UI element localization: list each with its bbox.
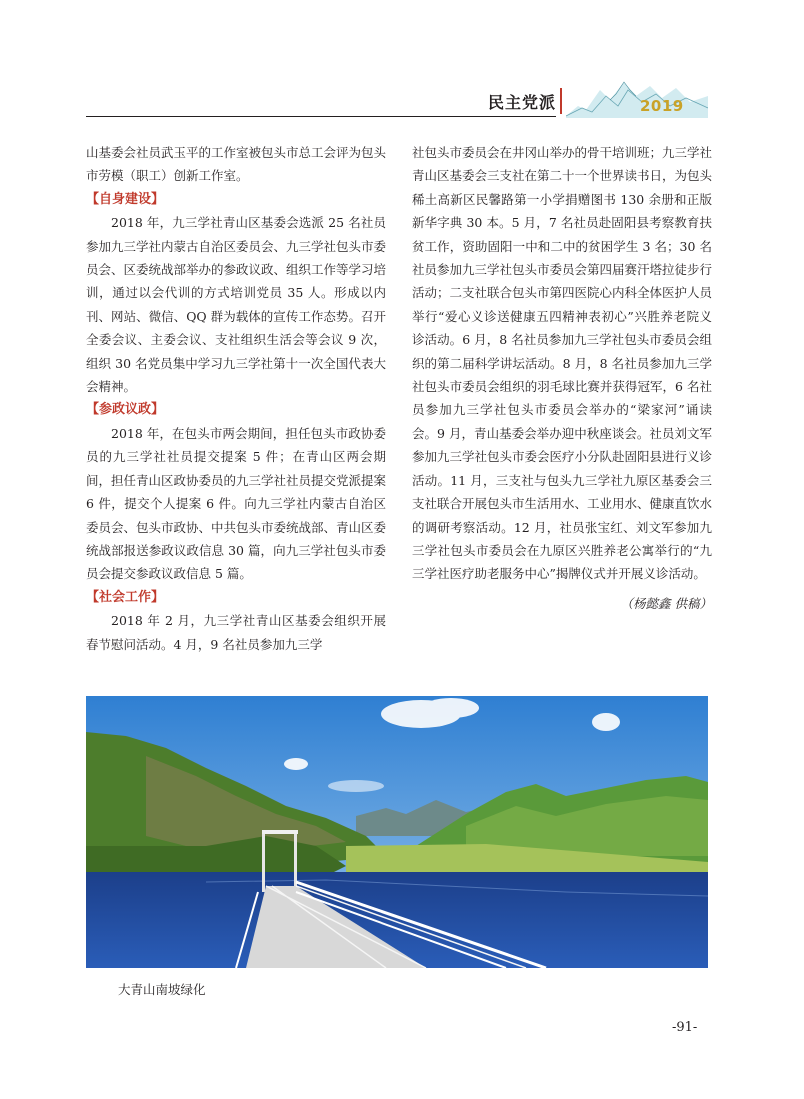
left-column [86,141,386,656]
landscape-photo [86,696,708,968]
paragraph: 山基委会社员武玉平的工作室被包头市总工会评为包头市劳模（职工）创新工作室。 [86,145,387,184]
section-title: 民主党派 [488,93,557,112]
paragraph: 2018 年 2 月，九三学社青山区基委会组织开展春节慰问活动。4 月，9 名社员参加九三学 [86,613,386,652]
page-number: -91- [672,1020,698,1035]
right-column [412,141,712,615]
header-divider [86,116,556,117]
header-accent-bar [560,88,562,114]
section-heading-political-participation: 【参政议政】 [86,402,165,418]
mountain-logo-icon [566,76,708,118]
author-byline: （杨懿鑫 供稿） [620,595,712,611]
paragraph: 2018 年，九三学社青山区基委会选派 25 名社员参加九三学社内蒙古自治区委员会、九三学社包头市委员会、区委统战部举办的参政议政、组织工作等学习培训，通过以会代训的方式培训党员 35 人。形成以内刊、网站、微信、QQ 群为载体的宣传工作态势。召开全委会议、主委会议、支社组织生活会等会议 9 次，组织 30 名党员集中学习九三学社第十一次全国代表大会精神。 [86,215,387,395]
paragraph: 社包头市委员会在井冈山举办的骨干培训班；九三学社青山区基委会三支社在第二十一个世界读书日，为包头稀土高新区民馨路第一小学捐赠图书 130 余册和正版新华字典 30 本。5 月，7 名社员赴固阳县考察教育扶贫工作，资助固阳一中和二中的贫困学生 3 名；30 名社员参加九三学社包头市委员会第四届赛汗塔拉徒步行活动；二支社联合包头市第四医院心内科全体医护人员举行“爱心义诊送健康五四精神表初心”兴胜养老院义诊活动。6 月，8 名社员参加九三学社包头市委员会组织的第二届科学讲坛活动。8 月，8 名社员参加九三学社包头市委员会组织的羽毛球比赛并获得冠军，6 名社员参加九三学社包头市委员会举办的“梁家河”诵读会。9 月，青山基委会举办迎中秋座谈会。社员刘文军参加九三学社包头市委会医疗小分队赴固阳县进行义诊活动。11 月，三支社与包头九三学社九原区基委会三支社联合开展包头市生活用水、工业用水、健康直饮水的调研考察活动。12 月，社员张宝红、刘文军参加九三学社包头市委员会在九原区兴胜养老公寓举行的“九三学社医疗助老服务中心”揭牌仪式并开展义诊活动。 [412,145,713,582]
photo-caption: 大青山南坡绿化 [118,982,206,997]
year-label: 2019 [640,97,684,115]
paragraph: 2018 年，在包头市两会期间，担任包头市政协委员的九三学社社员提交提案 5 件；在青山区两会期间，担任青山区政协委员的九三学社社员提交党派提案 6 件，提交个人提案 6 件。向九三学社内蒙古自治区委员会、包头市政协、中共包头市委统战部、青山区委统战部报送参政议政信息 30 篇，向九三学社包头市委员会提交参政议政信息 5 篇。 [86,425,387,582]
section-heading-social-work: 【社会工作】 [86,589,165,605]
section-heading-self-building: 【自身建设】 [86,191,165,207]
